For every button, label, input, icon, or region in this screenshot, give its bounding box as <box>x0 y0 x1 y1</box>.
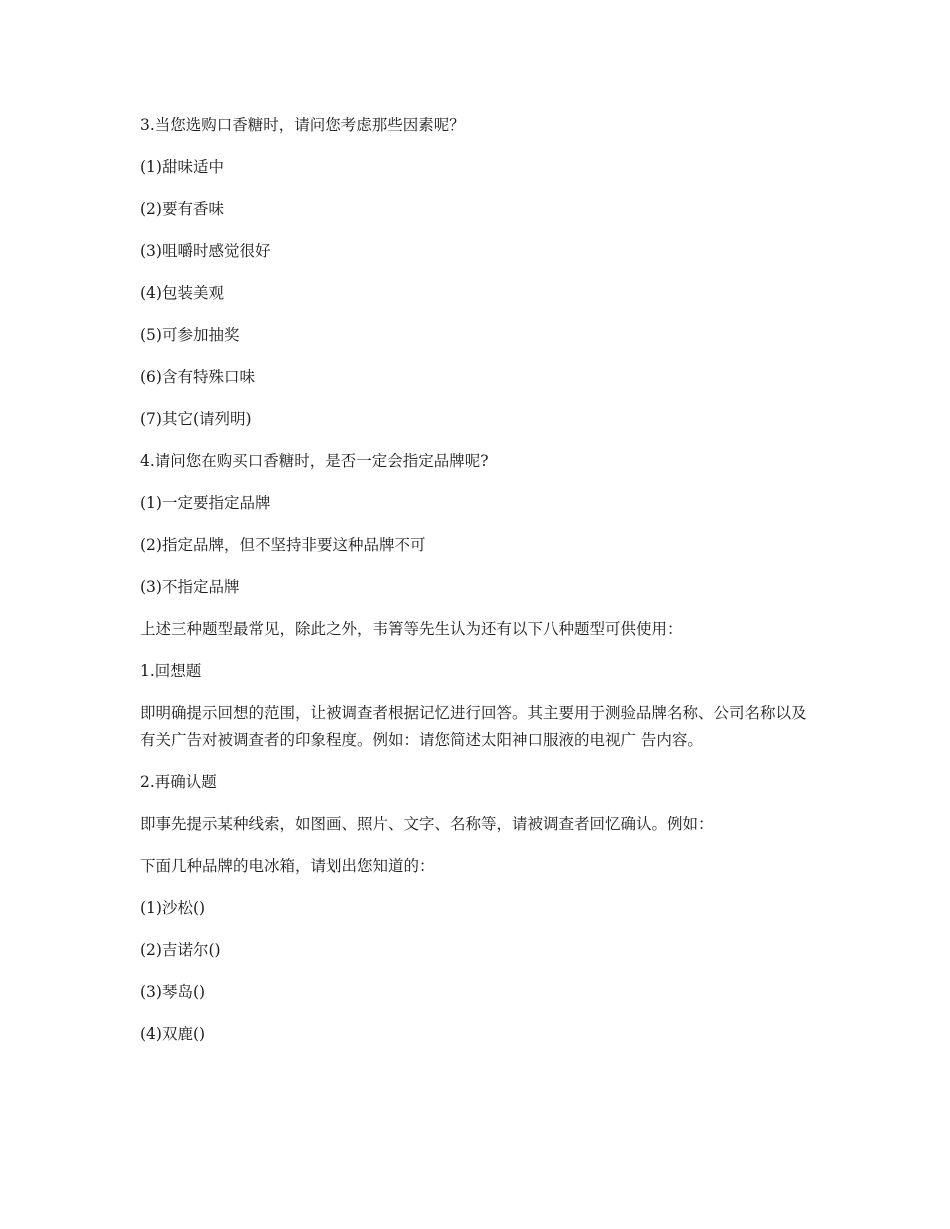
option-item: (3)咀嚼时感觉很好 <box>140 242 271 260</box>
option-item: (2)吉诺尔() <box>140 941 221 959</box>
body-paragraph: 即明确提示回想的范围，让被调查者根据记忆进行回答。其主要用于测验品牌名称、公司名称以及有关广告对被调查者的印象程度。例如：请您简述太阳神口服液的电视广 告内容。 <box>140 704 807 749</box>
document-page <box>140 112 820 1063</box>
option-item: (1)沙松() <box>140 899 206 917</box>
option-item: (2)指定品牌，但不坚持非要这种品牌不可 <box>140 536 426 554</box>
question-3-title: 3.当您选购口香糖时，请问您考虑那些因素呢？ <box>140 116 465 134</box>
option-item: (3)琴岛() <box>140 983 206 1001</box>
option-item: (1)甜味适中 <box>140 158 224 176</box>
question-4-title: 4.请问您在购买口香糖时，是否一定会指定品牌呢? <box>140 452 489 470</box>
body-paragraph: 上述三种题型最常见，除此之外，韦箐等先生认为还有以下八种题型可供使用： <box>140 620 683 638</box>
section-heading-recall: 1.回想题 <box>140 662 202 680</box>
option-item: (1)一定要指定品牌 <box>140 494 271 512</box>
option-item: (6)含有特殊口味 <box>140 368 255 386</box>
body-paragraph: 即事先提示某种线索，如图画、照片、文字、名称等，请被调查者回忆确认。例如： <box>140 815 714 833</box>
option-item: (4)双鹿() <box>140 1025 206 1043</box>
option-item: (5)可参加抽奖 <box>140 326 240 344</box>
option-item: (7)其它(请列明) <box>140 410 252 428</box>
section-heading-reconfirm: 2.再确认题 <box>140 773 217 791</box>
option-item: (3)不指定品牌 <box>140 578 240 596</box>
option-item: (4)包装美观 <box>140 284 224 302</box>
body-paragraph: 下面几种品牌的电冰箱，请划出您知道的： <box>140 857 435 875</box>
option-item: (2)要有香味 <box>140 200 224 218</box>
